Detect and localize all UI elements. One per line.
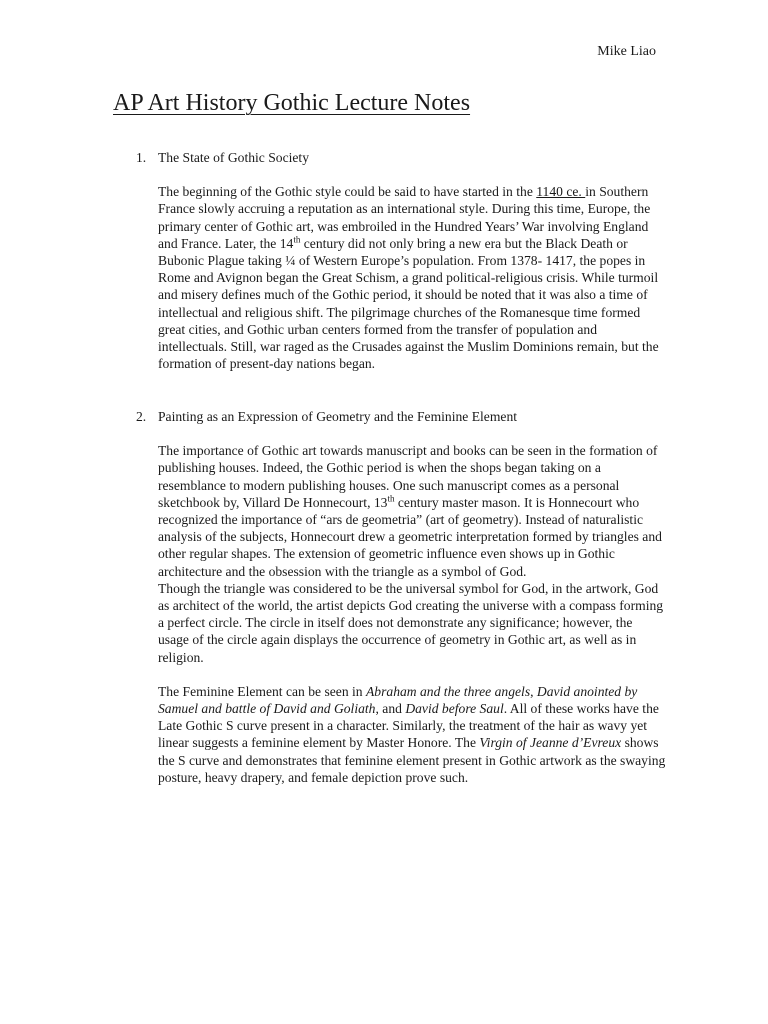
text-run: century did not only bring a new era but the Black Death or Bubonic Plague taking ¼ of Western Europe’s population. From 1378- 1417, the popes in Rome and Avignon began the Great Schism, a grand political-religious crisis. While turmoil and misery defines much of the Gothic period, it should be noted that it was also a time of intellectual and religious shift. The pilgrimage churches of the Romanesque time formed great cities, and Gothic urban centers formed from the transfer of population and intellectuals. Still, war raged as the Crusades against the Muslim Dominions remain, but the formation of present-day nations began.	[158, 235, 659, 372]
section-2-paragraph-2: Though the triangle was considered to be the universal symbol for God, in the artwork, God as architect of the world, the artist depicts God creating the universe with a compass forming a perfect circle. The circle in itself does not demonstrate any significance; however, the usage of the circle again displays the occurrence of geometry in Gothic art, as well as in religion.	[158, 580, 664, 665]
text-run: in Southern France slowly accruing a reputation as an international style. During this time, Europe, the primary center of Gothic art, was embroiled in the Hundred Years’ War involving England and France. Later, the 14	[158, 184, 651, 251]
section-1	[136, 149, 666, 372]
section-2-body	[158, 442, 666, 786]
section-2	[136, 408, 666, 786]
section-2-number: 2.	[136, 409, 147, 424]
text-run: The Feminine Element can be seen in	[158, 683, 366, 699]
section-1-heading-text: The State of Gothic Society	[158, 150, 310, 165]
section-1-heading	[136, 149, 666, 166]
superscript: th	[293, 234, 301, 245]
artwork-title: Abraham and the three angels	[366, 683, 531, 699]
author-name: Mike Liao	[597, 44, 656, 59]
artwork-title: David anointed by Samuel and battle of David and Goliath	[158, 683, 638, 717]
section-2-heading-text: Painting as an Expression of Geometry and the Feminine Element	[158, 409, 518, 424]
page-title: AP Art History Gothic Lecture Notes	[113, 90, 471, 116]
text-run: shows the S curve and demonstrates that feminine element present in Gothic artwork as the swaying posture, heavy drapery, and female depiction prove such.	[158, 735, 666, 785]
text-run: ,	[530, 683, 537, 699]
text-run: , and	[375, 701, 406, 717]
text-run: The beginning of the Gothic style could be said to have started in the	[158, 184, 537, 200]
superscript: th	[387, 493, 395, 504]
text-run: The importance of Gothic art towards manuscript and books can be seen in the formation of publishing houses. Indeed, the Gothic period is when the shops began taking on a resemblance to modern publishing houses. One such manuscript comes as a personal sketchbook by, Villard De Honnecourt, 13	[158, 443, 658, 510]
artwork-title: Virgin of Jeanne d’Evreux	[479, 735, 622, 751]
artwork-title: David before Saul	[405, 701, 504, 717]
section-1-body	[158, 183, 666, 372]
text-run: century master mason. It is Honnecourt who recognized the importance of “ars de geometria” (art of geometry). Instead of naturalistic analysis of the subjects, Honnecourt drew a geometric interpretation formed by triangles and other regular shapes. The extension of geometric influence even shows up in Gothic architecture and the obsession with the triangle as a symbol of God.	[158, 494, 662, 579]
section-2-paragraph-1	[158, 442, 666, 580]
section-2-heading	[136, 408, 666, 425]
section-1-paragraph	[158, 183, 666, 372]
date-underlined: 1140 ce.	[536, 184, 586, 200]
section-2-paragraph-3	[158, 683, 666, 786]
section-1-number: 1.	[136, 150, 147, 165]
text-run: . All of these works have the Late Gothic S curve present in a character. Similarly, the treatment of the hair as wavy yet linear suggests a feminine element by Master Honore. The	[158, 701, 659, 751]
